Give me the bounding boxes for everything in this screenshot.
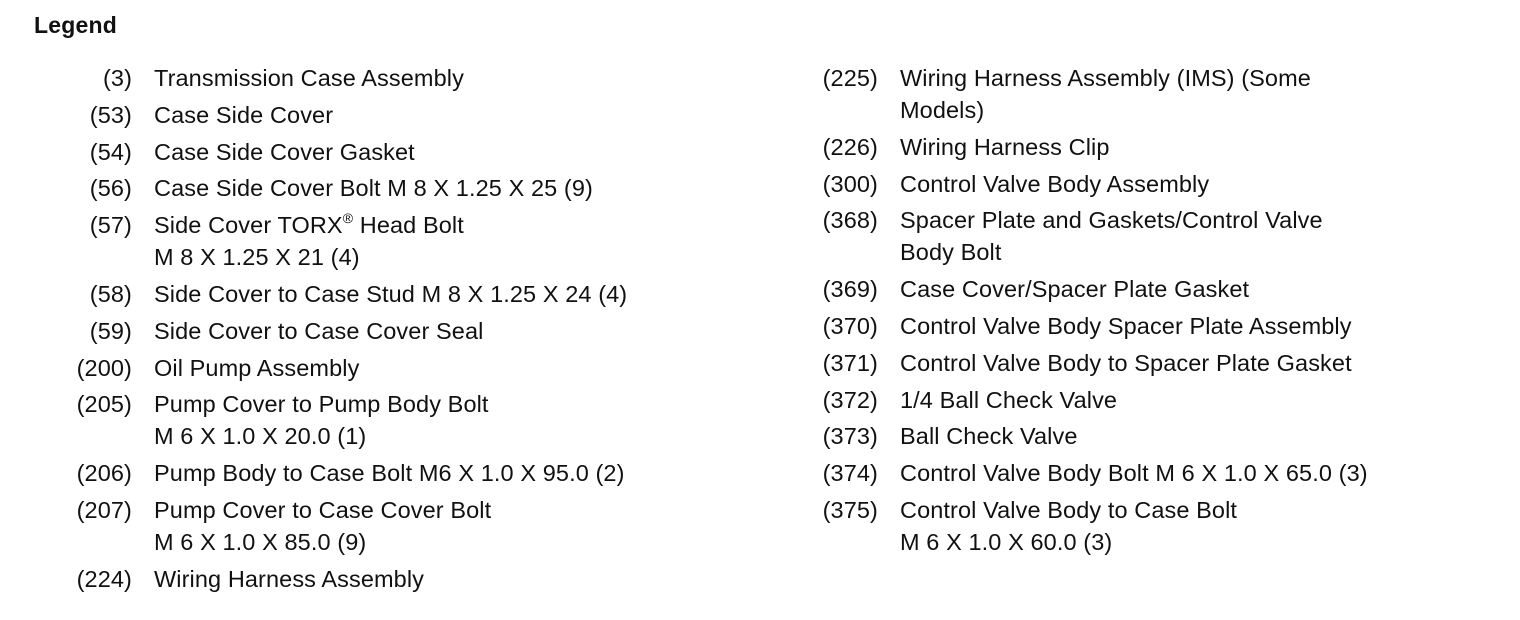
description-line: Control Valve Body Assembly — [900, 170, 1210, 197]
description-line: Wiring Harness Assembly — [154, 565, 425, 592]
part-description — [900, 62, 1510, 126]
legend-entry — [40, 136, 760, 168]
description-line: M 6 X 1.0 X 85.0 (9) — [154, 528, 367, 555]
part-description — [900, 494, 1510, 558]
part-description — [900, 347, 1510, 379]
legend-entry — [790, 131, 1510, 163]
legend-entry — [40, 315, 760, 347]
part-description — [900, 384, 1510, 416]
part-description — [154, 99, 760, 131]
part-description — [154, 352, 760, 384]
part-number: (224) — [76, 565, 132, 592]
part-description — [900, 310, 1510, 342]
legend-entry — [40, 352, 760, 384]
registered-trademark-mark: ® — [342, 210, 354, 227]
description-fragment: Head Bolt — [353, 212, 464, 239]
legend-title: Legend — [34, 12, 117, 38]
description-line: 1/4 Ball Check Valve — [900, 386, 1118, 413]
legend-entry — [790, 273, 1510, 305]
part-number: (225) — [822, 65, 878, 91]
legend-entry — [40, 457, 760, 489]
part-number: (205) — [76, 391, 132, 418]
part-number: (59) — [89, 317, 132, 344]
description-line: Models) — [900, 97, 985, 123]
part-description — [154, 172, 760, 204]
legend-entry — [790, 310, 1510, 342]
description-line: Pump Cover to Pump Body Bolt — [154, 391, 489, 418]
legend-entry — [40, 62, 760, 94]
legend-entry — [40, 172, 760, 204]
part-description — [900, 457, 1510, 489]
description-line: Case Side Cover Bolt M 8 X 1.25 X 25 (9) — [154, 175, 593, 202]
description-line: Body Bolt — [900, 239, 1002, 266]
description-line: M 8 X 1.25 X 21 (4) — [154, 244, 360, 271]
description-line: M 6 X 1.0 X 60.0 (3) — [900, 528, 1113, 555]
legend-entry — [790, 347, 1510, 379]
part-number: (226) — [822, 133, 878, 160]
part-description — [154, 388, 760, 452]
part-number: (300) — [822, 170, 878, 197]
description-line: Oil Pump Assembly — [154, 354, 360, 381]
description-line: Control Valve Body to Spacer Plate Gasket — [900, 349, 1352, 376]
part-number: (54) — [89, 138, 132, 165]
description-line: Case Side Cover Gasket — [154, 138, 415, 165]
legend-column-right — [790, 62, 1510, 563]
legend-entry — [40, 563, 760, 595]
legend-entry — [790, 62, 1510, 126]
part-description — [154, 563, 760, 595]
part-description — [154, 278, 760, 310]
description-line: Control Valve Body Spacer Plate Assembly — [900, 312, 1352, 339]
legend-entry — [790, 168, 1510, 200]
legend-entry — [790, 494, 1510, 558]
description-line: Wiring Harness Assembly (IMS) (Some — [900, 65, 1311, 91]
legend-entry — [790, 457, 1510, 489]
part-description — [900, 273, 1510, 305]
part-number: (369) — [822, 276, 878, 303]
part-description — [154, 62, 760, 94]
part-number: (58) — [89, 280, 132, 307]
description-fragment: Side Cover TORX — [154, 212, 343, 239]
part-description — [900, 204, 1510, 268]
legend-entry — [40, 99, 760, 131]
part-number: (374) — [822, 460, 878, 487]
part-description — [154, 457, 760, 489]
part-number: (200) — [76, 354, 132, 381]
description-line: Transmission Case Assembly — [154, 65, 464, 91]
part-description — [900, 420, 1510, 452]
description-line: Side Cover to Case Cover Seal — [154, 317, 484, 344]
description-line: Case Cover/Spacer Plate Gasket — [900, 276, 1250, 303]
part-number: (368) — [822, 207, 878, 234]
part-number: (57) — [89, 212, 132, 239]
description-line: Side Cover to Case Stud M 8 X 1.25 X 24 (4) — [154, 280, 628, 307]
part-number: (371) — [822, 349, 878, 376]
description-line: M 6 X 1.0 X 20.0 (1) — [154, 423, 367, 450]
part-description — [900, 168, 1510, 200]
part-description — [154, 136, 760, 168]
legend-column-left — [40, 62, 760, 600]
description-line: Control Valve Body to Case Bolt — [900, 496, 1238, 523]
part-number: (207) — [76, 496, 132, 523]
description-line: Ball Check Valve — [900, 423, 1078, 450]
description-line: Wiring Harness Clip — [900, 133, 1110, 160]
description-line: Spacer Plate and Gaskets/Control Valve — [900, 207, 1323, 234]
part-number: (370) — [822, 312, 878, 339]
legend-entry — [790, 420, 1510, 452]
part-description — [154, 209, 760, 273]
part-number: (206) — [76, 460, 132, 487]
part-number: (372) — [822, 386, 878, 413]
part-description — [154, 315, 760, 347]
description-line: Pump Cover to Case Cover Bolt — [154, 496, 492, 523]
legend-entry — [40, 278, 760, 310]
description-line: Pump Body to Case Bolt M6 X 1.0 X 95.0 (2) — [154, 460, 625, 487]
description-line: Control Valve Body Bolt M 6 X 1.0 X 65.0 (3) — [900, 460, 1368, 487]
legend-entry — [40, 388, 760, 452]
part-number: (3) — [102, 65, 132, 91]
part-number: (56) — [89, 175, 132, 202]
part-number: (53) — [89, 101, 132, 128]
description-line: Case Side Cover — [154, 101, 334, 128]
legend-entry — [40, 209, 760, 273]
part-number: (375) — [822, 496, 878, 523]
legend-entry — [40, 494, 760, 558]
description-line — [154, 209, 760, 241]
legend-entry — [790, 204, 1510, 268]
legend-entry — [790, 384, 1510, 416]
part-number: (373) — [822, 423, 878, 450]
part-description — [900, 131, 1510, 163]
part-description — [154, 494, 760, 558]
